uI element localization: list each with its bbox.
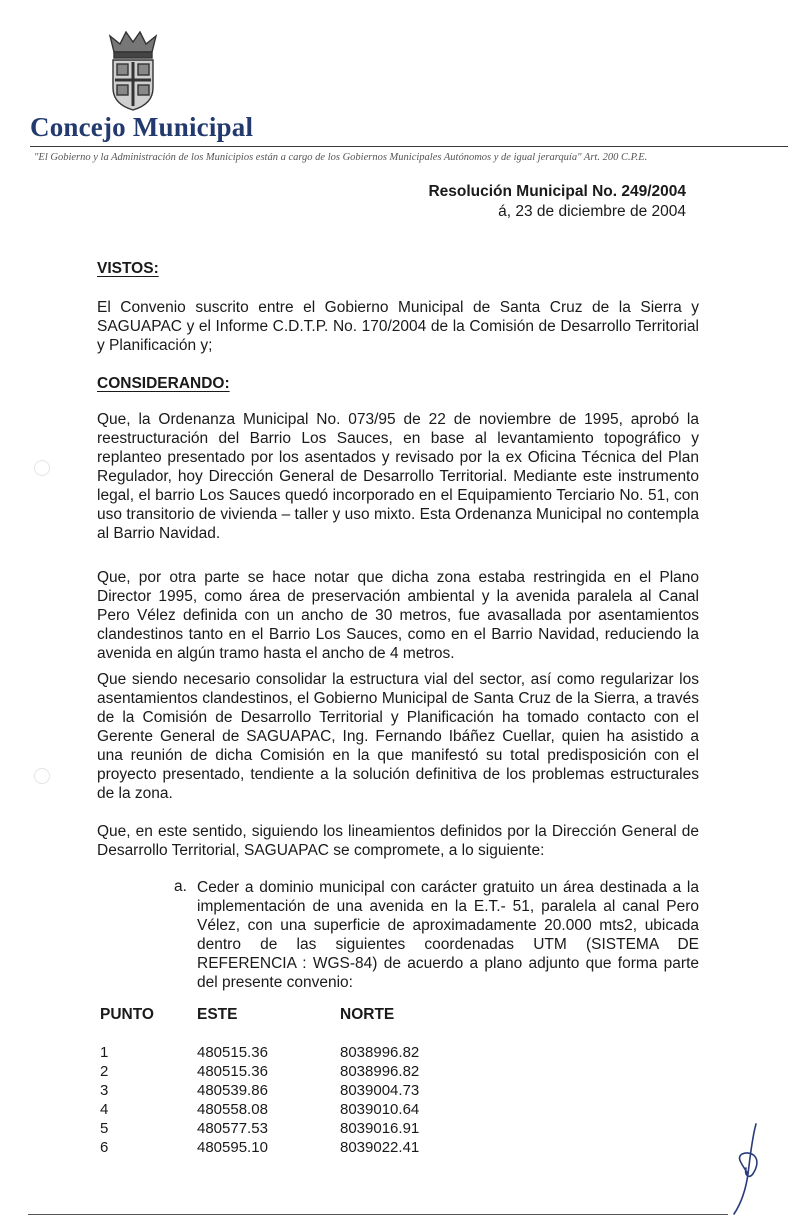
header-punto: PUNTO (100, 1006, 154, 1023)
punto-cell: 6 (100, 1139, 109, 1156)
item-a-letter: a. (174, 878, 187, 895)
table-row (0, 1082, 800, 1101)
resolution-date: á, 23 de diciembre de 2004 (498, 203, 686, 220)
norte-cell: 8039022.41 (340, 1139, 420, 1156)
table-row (0, 1139, 800, 1158)
considerando-paragraph-4: Que, en este sentido, siguiendo los lineamientos definidos por la Dirección General de Desarrollo Territorial, SAGUAPAC se compromete, a lo siguiente: (97, 823, 699, 859)
este-cell: 480577.53 (197, 1120, 268, 1137)
coat-of-arms-icon (104, 28, 162, 112)
considerando-paragraph-1: Que, la Ordenanza Municipal No. 073/95 de 22 de noviembre de 1995, aprobó la reestructuración del Barrio Los Sauces, en base al levantamiento topográfico y replanteo presentado por los asentados y revisado por la ex Oficina Técnica del Plan Regulador, hoy Dirección General de Desarrollo Territorial. Mediante este instrumento legal, el barrio Los Sauces quedó incorporado en el Equipamiento Terciario No. 51, con uso transitorio de vivienda – taller y uso mixto. Esta Ordenanza Municipal no contempla al Barrio Navidad. (97, 411, 699, 542)
resolution-number: Resolución Municipal No. 249/2004 (428, 183, 686, 200)
table-row (0, 1101, 800, 1120)
signature-icon (712, 1118, 782, 1218)
considerando-paragraph-2: Que, por otra parte se hace notar que dicha zona estaba restringida en el Plano Director 1995, como área de preservación ambiental y la avenida paralela al Canal Pero Vélez definida con un ancho de 30 metros, fue avasallada por asentamientos clandestinos tanto en el Barrio Los Sauces, como en el Barrio Navidad, reduciendo la avenida en algún tramo hasta el ancho de 4 metros. (97, 569, 699, 662)
este-cell: 480515.36 (197, 1063, 268, 1080)
table-row (0, 1044, 800, 1063)
este-cell: 480515.36 (197, 1044, 268, 1061)
norte-cell: 8039010.64 (340, 1101, 420, 1118)
table-row (0, 1063, 800, 1082)
este-cell: 480539.86 (197, 1082, 268, 1099)
considerando-paragraph-3: Que siendo necesario consolidar la estructura vial del sector, así como regularizar los asentamientos clandestinos, el Gobierno Municipal de Santa Cruz de la Sierra, a través de la Comisión de Desarrollo Territorial y Planificación ha tomado contacto con el Gerente General de SAGUAPAC, Ing. Fernando Ibáñez Cuellar, quien ha asistido a una reunión de dicha Comisión en la que manifestó su total predisposición con el proyecto presentado, tendiente a la solución definitiva de los problemas estructurales de la zona. (97, 671, 699, 802)
punto-cell: 3 (100, 1082, 109, 1099)
organization-name: Concejo Municipal (30, 112, 254, 142)
footer-divider (28, 1214, 728, 1215)
norte-cell: 8038996.82 (340, 1044, 420, 1061)
punch-hole-mark (34, 768, 50, 784)
considerando-heading: CONSIDERANDO: (97, 375, 230, 392)
punch-hole-mark (34, 460, 50, 476)
punto-cell: 4 (100, 1101, 109, 1118)
punto-cell: 1 (100, 1044, 109, 1061)
punto-cell: 2 (100, 1063, 109, 1080)
norte-cell: 8038996.82 (340, 1063, 420, 1080)
header-divider (30, 146, 788, 147)
item-a-text: Ceder a dominio municipal con carácter gratuito un área destinada a la implementación de una avenida en la E.T.- 51, paralela al canal Pero Vélez, con una superficie de aproximadamente 20.000 mts2, ubicada dentro de las siguientes coordenadas UTM (SISTEMA DE REFERENCIA : WGS-84) de acuerdo a plano adjunto que forma parte del presente convenio: (197, 879, 699, 991)
table-row (0, 1120, 800, 1139)
vistos-heading: VISTOS: (97, 260, 159, 277)
header-este: ESTE (197, 1006, 238, 1023)
vistos-paragraph: El Convenio suscrito entre el Gobierno Municipal de Santa Cruz de la Sierra y SAGUAPAC y el Informe C.D.T.P. No. 170/2004 de la Comisión de Desarrollo Territorial y Planificación y; (97, 299, 699, 354)
motto: "El Gobierno y la Administración de los Municipios están a cargo de los Gobiernos Municipales Autónomos y de igual jerarquía" Art. 200 C.P.E. (34, 152, 648, 163)
norte-cell: 8039016.91 (340, 1120, 420, 1137)
este-cell: 480558.08 (197, 1101, 268, 1118)
header-norte: NORTE (340, 1006, 395, 1023)
punto-cell: 5 (100, 1120, 109, 1137)
este-cell: 480595.10 (197, 1139, 268, 1156)
norte-cell: 8039004.73 (340, 1082, 420, 1099)
